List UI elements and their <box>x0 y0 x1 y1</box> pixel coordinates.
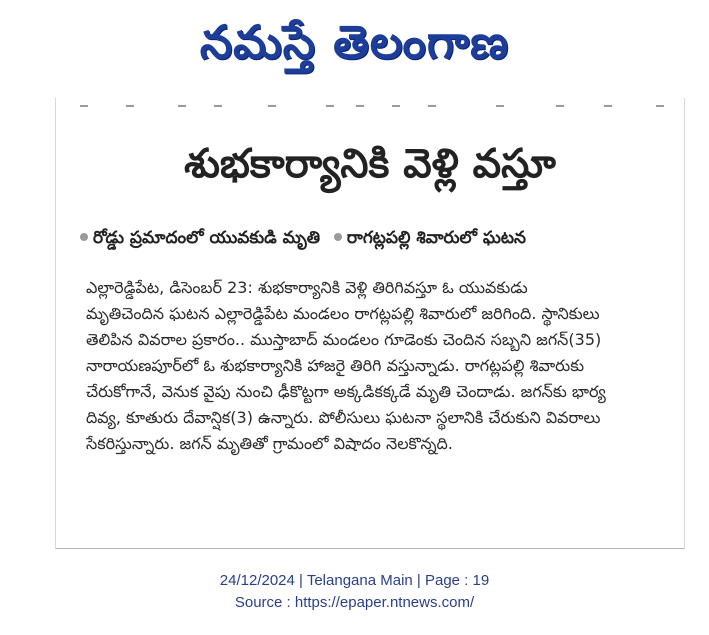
newspaper-logo: నమస్తే తెలంగాణ <box>199 14 510 69</box>
bullet-icon <box>334 233 342 241</box>
body-line: చేరుకోగానే, వెనుక వైపు నుంచి ఢీకొట్టగా అక్కడికక్కడే మృతి చెందాడు. జగన్‌కు భార్య <box>86 382 606 401</box>
bullet-icon <box>80 233 88 241</box>
clipping-cut-edge <box>56 98 684 110</box>
subhead-1: రోడ్డు ప్రమాదంలో యువకుడి మృతి <box>93 228 320 248</box>
body-line: దివ్య, కూతురు దేవాన్షిక(3) ఉన్నారు. పోలీసులు ఘటనా స్థలానికి చేరుకుని వివరాలు <box>86 408 601 427</box>
body-line: తెలిపిన వివరాల ప్రకారం.. ముస్తాబాద్ మండలం గూడెంకు చెందిన సబ్బని జగన్(35) <box>86 330 602 349</box>
body-line: మృతిచెందిన ఘటన ఎల్లారెడ్డిపేట మండలం రాగట్లపల్లి శివారులో జరిగింది. స్థానికులు <box>86 304 600 323</box>
article-subheads <box>72 226 672 250</box>
body-line: సేకరిస్తున్నారు. జగన్ మృతితో గ్రామంలో విషాదం నెలకొన్నది. <box>86 434 453 453</box>
article-headline: శుభకార్యానికి వెళ్లి వస్తూ <box>184 141 556 187</box>
body-line: నారాయణపూర్‌లో ఓ శుభకార్యానికి హాజరై తిరిగి వస్తున్నాడు. రాగట్లపల్లి శివారుకు <box>86 356 585 375</box>
edition-info: 24/12/2024 | Telangana Main | Page : 19 <box>219 572 490 589</box>
subhead-2: రాగట్లపల్లి శివారులో ఘటన <box>346 228 526 248</box>
article-clipping <box>55 98 685 549</box>
source-footer <box>0 570 709 614</box>
article-body <box>86 275 672 457</box>
body-line: ఎల్లారెడ్డిపేట, డిసెంబర్ 23: శుభకార్యానికి వెళ్లి తిరిగివస్తూ ఓ యువకుడు <box>86 278 528 297</box>
masthead <box>0 0 709 95</box>
source-url[interactable]: Source : https://epaper.ntnews.com/ <box>234 594 475 611</box>
